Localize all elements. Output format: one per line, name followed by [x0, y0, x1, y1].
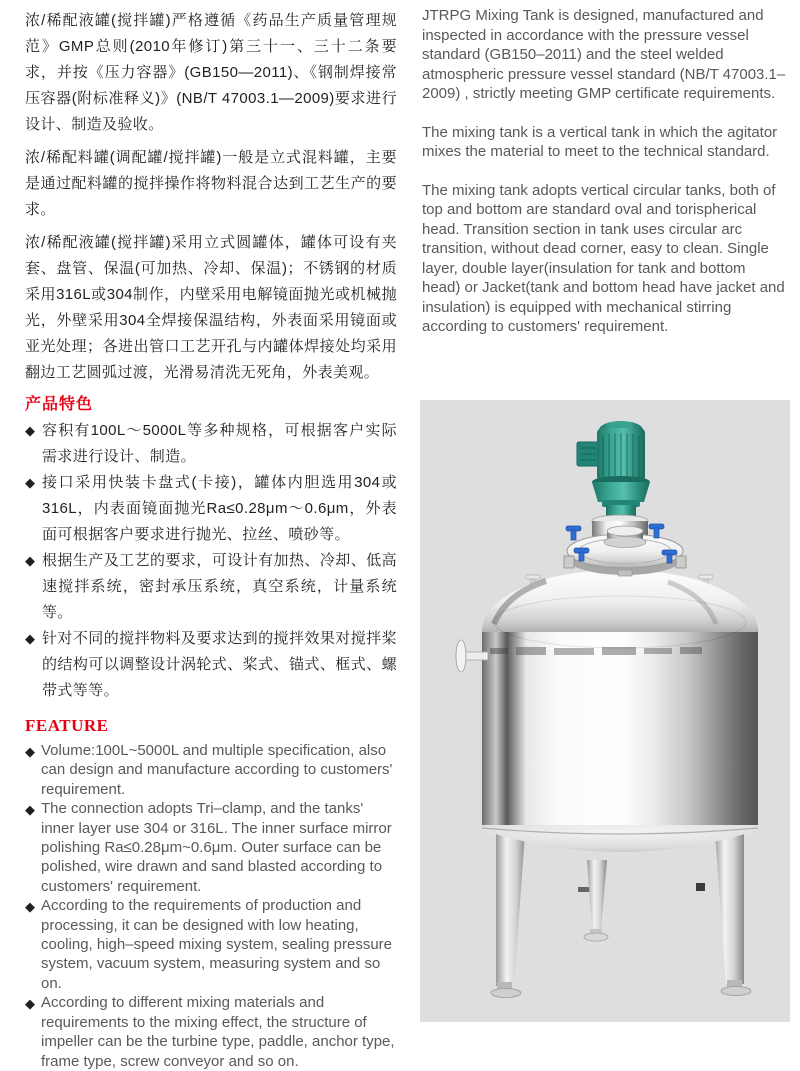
diamond-bullet-icon: ◆ [25, 899, 35, 915]
diamond-bullet-icon: ◆ [25, 996, 35, 1012]
en-features-heading: FEATURE [25, 716, 109, 735]
manhole [564, 524, 686, 576]
cn-feature-text: 接口采用快装卡盘式(卡接)，罐体内胆选用304或316L，内表面镜面抛光Ra≤0.28μm～0.6μm，外表面可根据客户要求进行抛光、拉丝、喷砂等。 [42, 474, 397, 543]
cn-feature-item [25, 470, 397, 548]
en-feature-text: Volume:100L~5000L and multiple specification, also can design and manufacture according to customers' requirement. [41, 742, 393, 798]
en-feature-item [25, 993, 397, 1071]
cn-feature-text: 容积有100L～5000L等多种规格，可根据客户实际需求进行设计、制造。 [42, 422, 397, 465]
cn-paragraph: 浓/稀配液罐(搅拌罐)严格遵循《药品生产质量管理规范》GMP总则(2010年修订)第三十一、三十二条要求，并按《压力容器》(GB150—2011)、《钢制焊接常压容器(附标准释义)》(NB/T 47003.1—2009)要求进行设计、制造及验收。 [25, 12, 397, 133]
diamond-bullet-icon: ◆ [25, 475, 35, 490]
en-paragraph: The mixing tank adopts vertical circular tanks, both of top and bottom are standard oval and torispherical head. Transition section in tank uses circular arc transition, without dead corner, easy to clean. Single layer, double layer(insulation for tank and bottom head) or Jacket(tank and bottom head have jacket and insulation) is equipped with mechanical stirring according to customers' requirement. [422, 181, 785, 335]
en-paragraph: JTRPG Mixing Tank is designed, manufactured and inspected in accordance with the pressure vessel standard (GB150–2011) and the steel welded atmospheric pressure vessel standard (NB/T 47003.1–2009) , strictly meeting GMP certificate requirements. [422, 7, 786, 102]
mixing-tank-image [420, 400, 790, 1022]
agitator-motor [577, 421, 650, 523]
en-paragraph: The mixing tank is a vertical tank in which the agitator mixes the material to meet to the technical standard. [422, 123, 778, 160]
diamond-bullet-icon: ◆ [25, 553, 35, 568]
cn-feature-text: 根据生产及工艺的要求，可设计有加热、冷却、低高速搅拌系统，密封承压系统，真空系统，计量系统等。 [42, 552, 397, 621]
cn-feature-text: 针对不同的搅拌物料及要求达到的搅拌效果对搅拌桨的结构可以调整设计涡轮式、桨式、锚式、框式、螺带式等等。 [42, 630, 397, 699]
diamond-bullet-icon: ◆ [25, 631, 35, 646]
cn-paragraph: 浓/稀配料罐(调配罐/搅拌罐)一般是立式混料罐，主要是通过配料罐的搅拌操作将物料混合达到工艺生产的要求。 [25, 149, 397, 218]
diamond-bullet-icon: ◆ [25, 423, 35, 438]
en-feature-text: According to different mixing materials and requirements to the mixing effect, the structure of impeller can be the turbine type, paddle, anchor type, frame type, screw conveyor and so on. [41, 994, 395, 1070]
cn-paragraph: 浓/稀配液罐(搅拌罐)采用立式圆罐体，罐体可设有夹套、盘管、保温(可加热、冷却、保温)；不锈钢的材质采用316L或304制作，内壁采用电解镜面抛光或机械抛光，外壁采用304全焊接保温结构，外表面采用镜面或亚光处理；各进出管口工艺开孔与内罐体焊接处均采用翻边工艺圆弧过渡，光滑易清洗无死角，外表美观。 [25, 234, 397, 381]
chinese-intro-column [25, 8, 397, 393]
en-feature-text: The connection adopts Tri–clamp, and the tanks' inner layer use 304 or 316L. The inner surface mirror polishing Ra≤0.28μm~0.6μm. Outer surface can be polished, wire drawn and sand blasted according to customers' requirement. [41, 800, 392, 895]
diamond-bullet-icon: ◆ [25, 802, 35, 818]
en-features-section [25, 716, 397, 1071]
cn-feature-item [25, 626, 397, 704]
center-leg [584, 860, 608, 941]
en-feature-item [25, 741, 397, 799]
en-feature-item [25, 896, 397, 993]
en-feature-text: According to the requirements of production and processing, it can be designed with low heating, cooling, high–speed mixing system, sealing pressure system, vacuum system, measuring system and so on. [41, 897, 393, 992]
diamond-bullet-icon: ◆ [25, 744, 35, 759]
cn-feature-item [25, 418, 397, 470]
cn-features-section [25, 391, 397, 704]
cn-features-heading: 产品特色 [25, 396, 94, 413]
cn-feature-item [25, 548, 397, 626]
product-image-panel [420, 400, 790, 1022]
tank-body [482, 628, 758, 830]
en-feature-item [25, 799, 397, 896]
english-intro-column [422, 6, 788, 356]
